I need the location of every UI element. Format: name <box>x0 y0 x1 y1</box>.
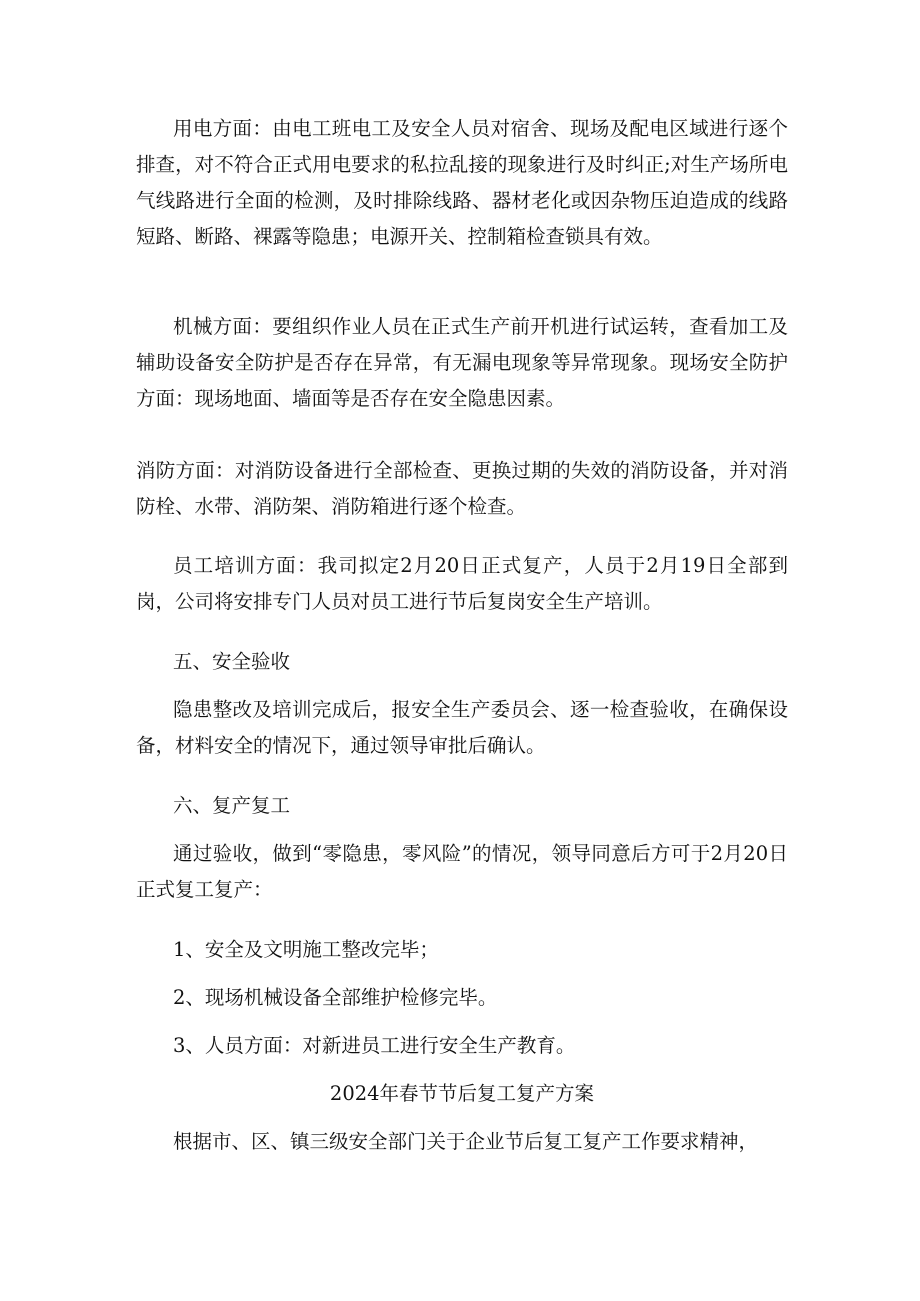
section-heading-acceptance: 五、安全验收 <box>173 650 291 673</box>
list-item-1: 1、安全及文明施工整改完毕； <box>173 938 439 961</box>
list-item-2: 2、现场机械设备全部维护检修完毕。 <box>173 986 498 1009</box>
paragraph-intro: 根据市、区、镇三级安全部门关于企业节后复工复产工作要求精神， <box>173 1130 759 1153</box>
paragraph-fire: 消防方面：对消防设备进行全部检查、更换过期的失效的消防设备，并对消防栓、水带、消防架、消防箱进行逐个检查。 <box>136 459 788 518</box>
paragraph-resume: 通过验收，做到“零隐患，零风险”的情况，领导同意后方可于2月20日正式复工复产： <box>136 842 788 901</box>
paragraph-training: 员工培训方面：我司拟定2月20日正式复产，人员于2月19日全部到岗，公司将安排专门人员对员工进行节后复岗安全生产培训。 <box>136 554 788 613</box>
list-item-3: 3、人员方面：对新进员工进行安全生产教育。 <box>173 1034 576 1057</box>
paragraph-machinery: 机械方面：要组织作业人员在正式生产前开机进行试运转，查看加工及辅助设备安全防护是否存在异常，有无漏电现象等异常现象。现场安全防护方面：现场地面、墙面等是否存在安全隐患因素。 <box>136 315 788 410</box>
paragraph-acceptance: 隐患整改及培训完成后，报安全生产委员会、逐一检查验收，在确保设备，材料安全的情况下，通过领导审批后确认。 <box>136 698 788 757</box>
paragraph-electric: 用电方面：由电工班电工及安全人员对宿舍、现场及配电区域进行逐个排查，对不符合正式用电要求的私拉乱接的现象进行及时纠正;对生产场所电气线路进行全面的检测，及时排除线路、器材老化或因杂物压迫造成的线路短路、断路、裸露等隐患；电源开关、控制箱检查锁具有效。 <box>136 117 788 248</box>
document-title: 2024年春节节后复工复产方案 <box>329 1082 595 1105</box>
section-heading-resume: 六、复产复工 <box>173 794 291 817</box>
